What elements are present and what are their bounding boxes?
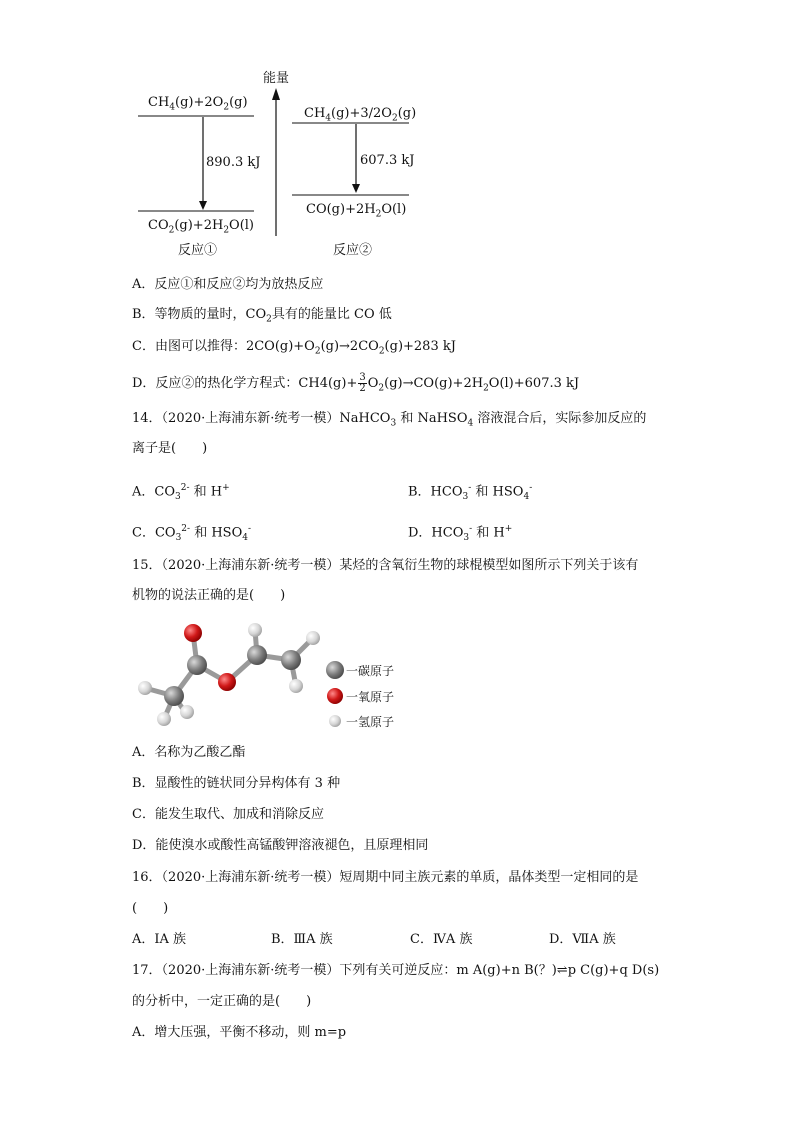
q13-option-c: C．由图可以推得：$2CO(g)+O_2(g)\to 2CO_2(g)+283$ kJ bbox=[132, 339, 456, 357]
q13-option-b: B．等物质的量时，$CO_2$具有的能量比 CO 低 bbox=[132, 307, 392, 325]
q14-option-d: D．$HCO_3^-$ 和 H+ bbox=[408, 524, 513, 543]
q17-stem-line1: 17．（2020·上海浦东新·统考一模）下列有关可逆反应：m A(g)+n B(？)⇌p C(g)+q D(s) bbox=[132, 963, 660, 978]
carbon-atom bbox=[247, 645, 267, 665]
legend-oxygen-icon bbox=[327, 688, 343, 704]
legend-hydrogen-label: 一氢原子 bbox=[346, 715, 395, 729]
q15-stem-line1: 15．（2020·上海浦东新·统考一模）某烃的含氧衍生物的球棍模型如图所示下列关于该有 bbox=[132, 558, 639, 573]
q14-option-c: C．$CO_3^{2-}$ 和 $HSO_4^-$ bbox=[132, 524, 252, 543]
q16-option-a: A．ⅠA 族 bbox=[132, 932, 187, 947]
r2-products: $CO(g)+2H_2O(l)$ bbox=[306, 202, 407, 220]
r1-reactants: $CH_4(g)+2O_2(g)$ bbox=[148, 95, 248, 113]
carbon-atom bbox=[187, 655, 207, 675]
legend-oxygen-label: 一氧原子 bbox=[346, 690, 395, 704]
q14-stem-line1: 14．（2020·上海浦东新·统考一模）NaHCO$_3$ 和 NaHSO$_4$ 溶液混合后，实际参加反应的 bbox=[132, 411, 647, 429]
q16-option-c: C．ⅣA 族 bbox=[410, 932, 473, 947]
r1-delta: 890.3 kJ bbox=[206, 155, 261, 170]
r2-reactants: $CH_4(g)+3/2O_2(g)$ bbox=[304, 106, 417, 124]
r1-products: $CO_2(g)+2H_2O(l)$ bbox=[148, 218, 255, 236]
q16-option-d: D．ⅦA 族 bbox=[549, 932, 616, 947]
q13-option-d: D．反应②的热化学方程式：CH4(g)+ $\frac{3}{2}$ $O_2(g)\to CO(g)+2H_2O(l)+607.3$ kJ bbox=[132, 372, 580, 394]
energy-axis-label: 能量 bbox=[263, 71, 290, 86]
r1-name: 反应① bbox=[178, 243, 218, 258]
q16-stem-line1: 16．（2020·上海浦东新·统考一模）短周期中同主族元素的单质，晶体类型一定相同的是 bbox=[132, 870, 639, 885]
q15-option-b: B．显酸性的链状同分异构体有 3 种 bbox=[132, 776, 341, 791]
ester-oxygen-atom bbox=[218, 673, 236, 691]
carbon-atom bbox=[164, 686, 184, 706]
q15-stem-line2: 机物的说法正确的是( ) bbox=[132, 588, 286, 603]
carbon-atom bbox=[281, 650, 301, 670]
legend-hydrogen-icon bbox=[329, 715, 341, 727]
q14-option-b: B．$HCO_3^-$ 和 $HSO_4^-$ bbox=[408, 483, 533, 502]
q15-option-a: A．名称为乙酸乙酯 bbox=[132, 745, 246, 760]
q17-option-a: A．增大压强，平衡不移动，则 m=p bbox=[132, 1025, 347, 1040]
carbonyl-oxygen-atom bbox=[184, 624, 202, 642]
legend-carbon-label: 一碳原子 bbox=[346, 664, 395, 678]
r2-name: 反应② bbox=[333, 243, 373, 258]
q13-option-a: A．反应①和反应②均为放热反应 bbox=[132, 277, 324, 292]
q17-stem-line2: 的分析中，一定正确的是( ) bbox=[132, 994, 312, 1009]
q16-stem-line2: ( ) bbox=[132, 901, 169, 916]
q14-stem-line2: 离子是( ) bbox=[132, 441, 208, 456]
q15-option-c: C．能发生取代、加成和消除反应 bbox=[132, 807, 324, 822]
legend-carbon-icon bbox=[326, 661, 344, 679]
fraction-3-2: $\frac{3}{2}$ bbox=[359, 372, 366, 394]
r2-delta: 607.3 kJ bbox=[360, 153, 415, 168]
q16-option-b: B．ⅢA 族 bbox=[271, 932, 333, 947]
q14-option-a: A．$CO_3^{2-}$ 和 H+ bbox=[132, 483, 230, 502]
q15-option-d: D．能使溴水或酸性高锰酸钾溶液褪色，且原理相同 bbox=[132, 838, 429, 853]
